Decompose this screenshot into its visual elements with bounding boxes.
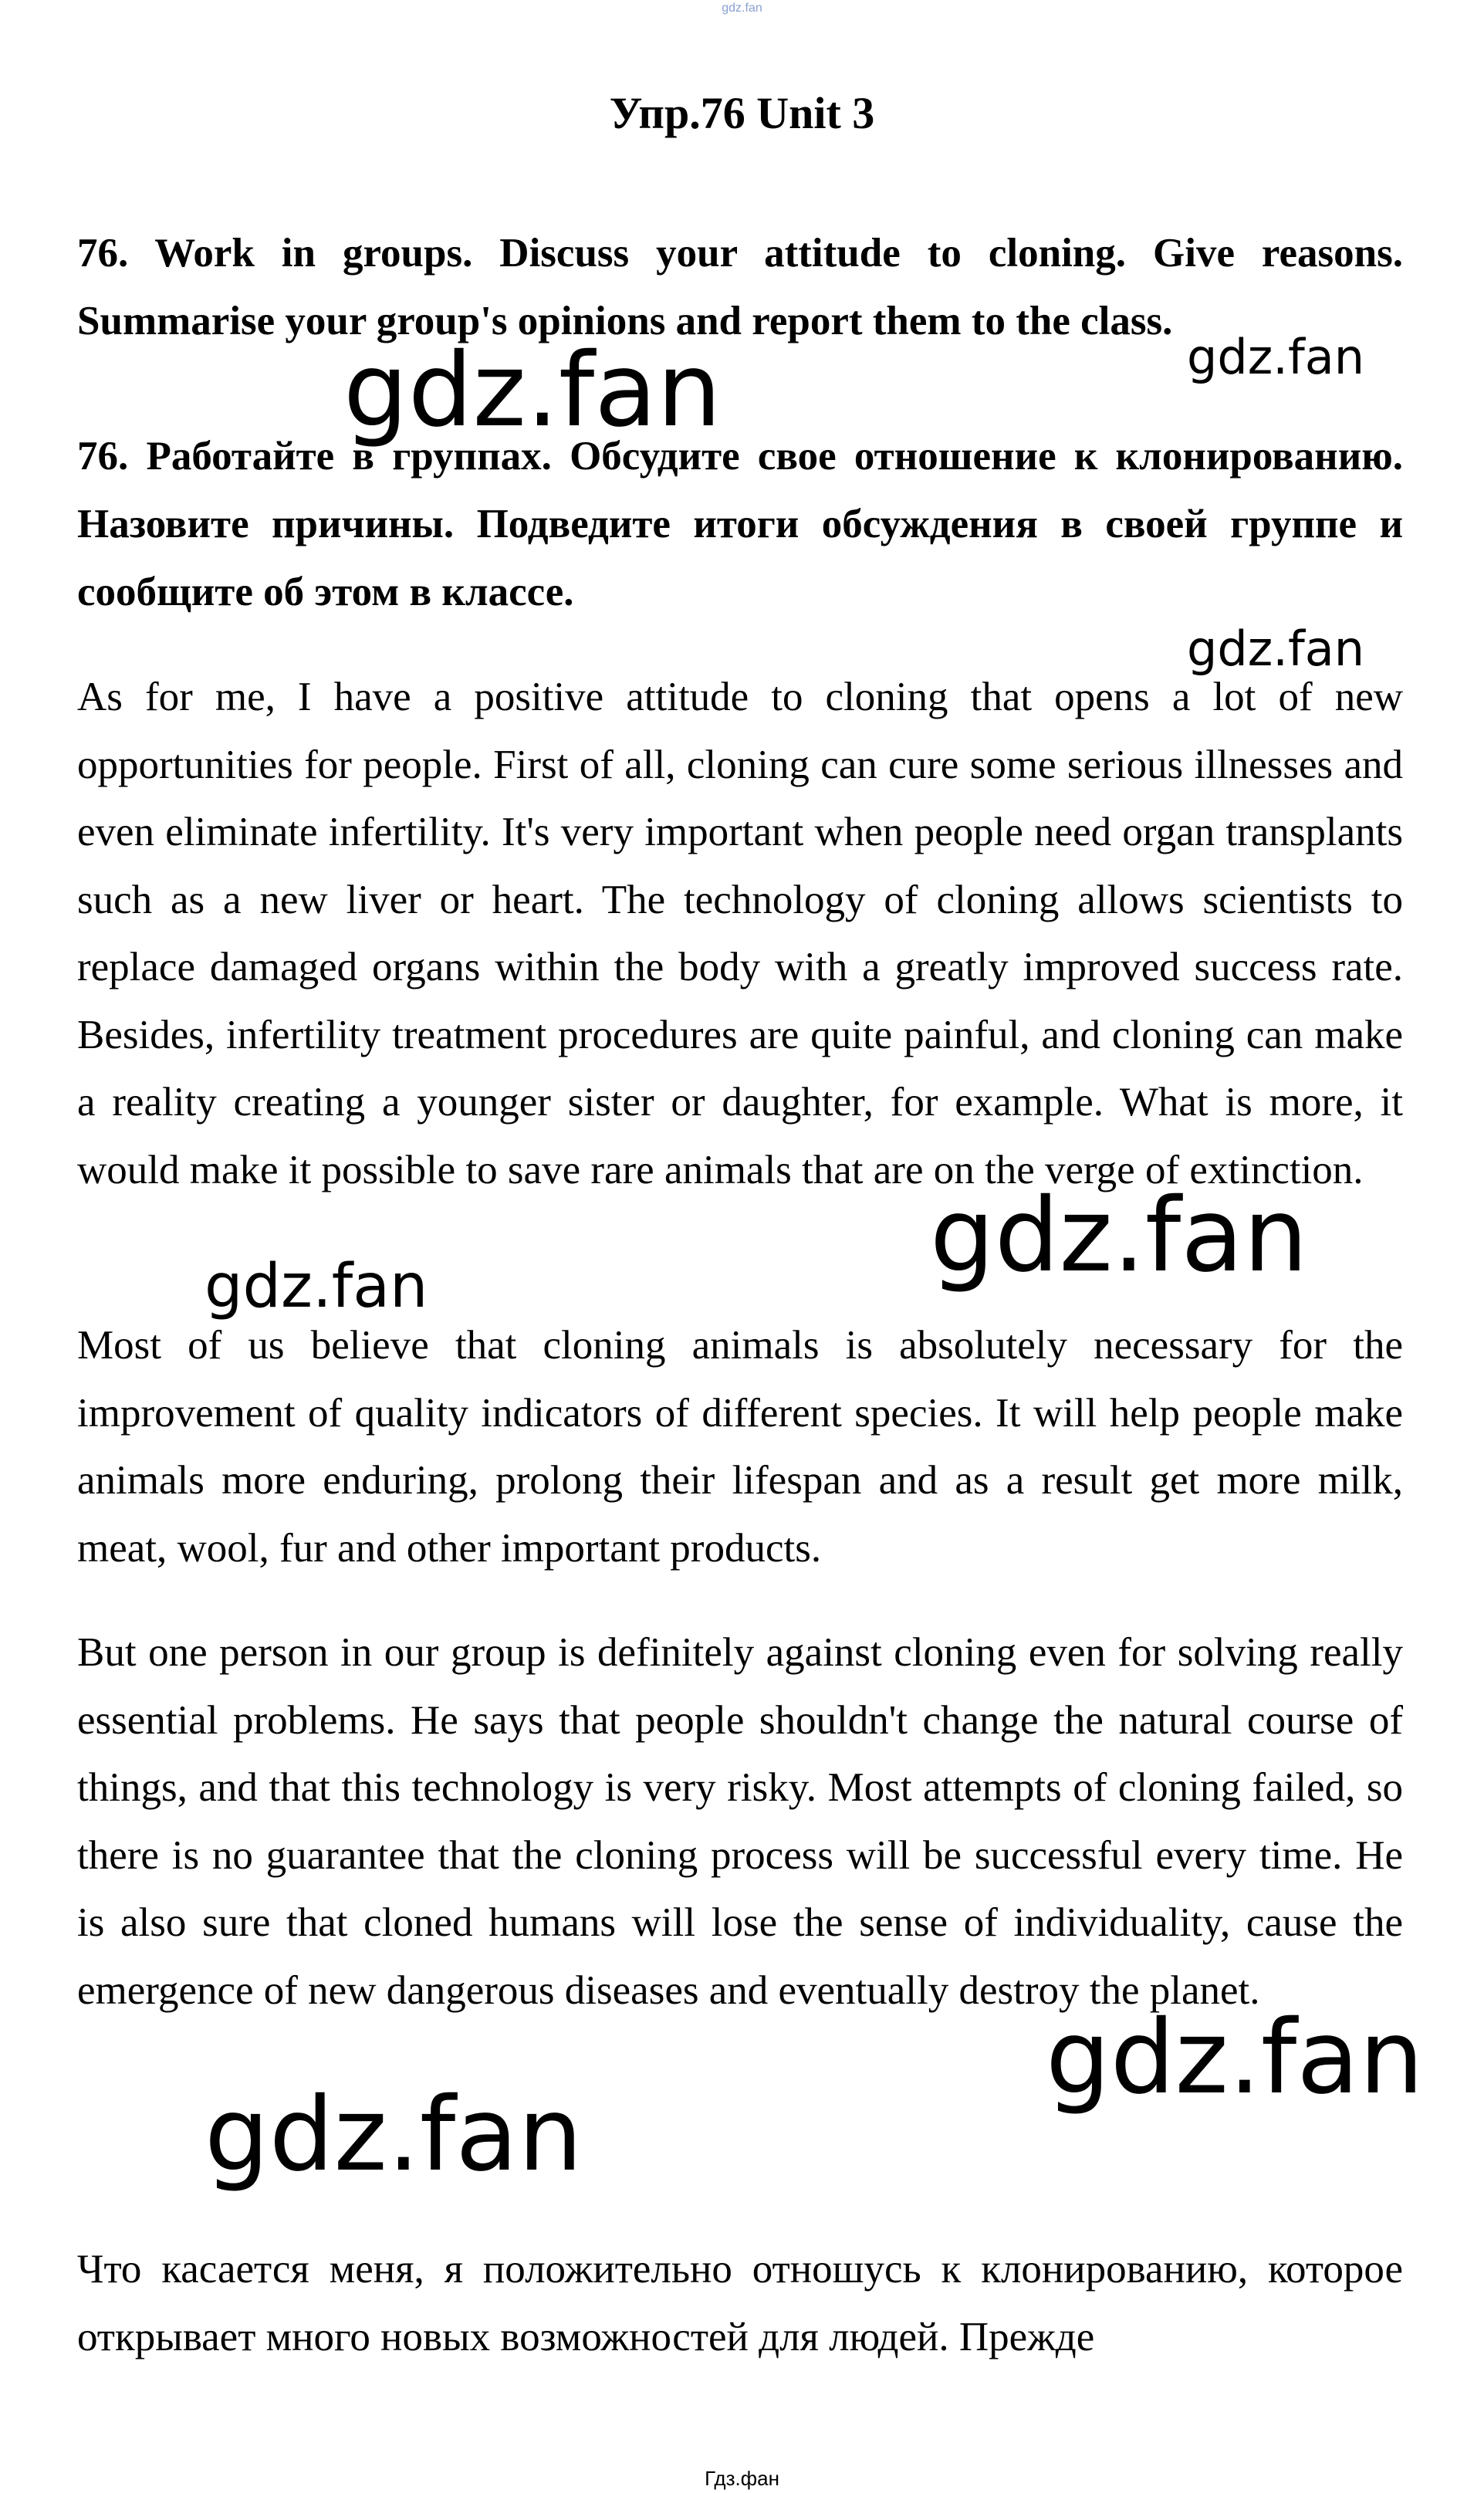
task-english: 76. Work in groups. Discuss your attitude to cloning. Give reasons. Summarise your group's opinions and report them to the class.: [77, 231, 1403, 343]
watermark: gdz.fan: [1187, 329, 1365, 385]
footer-text: Гдз.фан: [705, 2467, 779, 2490]
watermark: gdz.fan: [1046, 1998, 1424, 2117]
answer-paragraph-4-russian: Что касается меня, я положительно отношусь к клонированию, которое открывает много новых возможностей для людей. Прежде: [77, 2247, 1403, 2359]
answer-paragraph-1: As for me, I have a positive attitude to cloning that opens a lot of new opportunities for people. First of all, cloning can cure some serious illnesses and even eliminate infertility. It's very important when people need organ transplants such as a new liver or heart. The technology of cloning allows scientists to replace damaged organs within the body with a greatly improved success rate. Besides, infertility treatment procedures are quite painful, and cloning can make a reality creating a younger sister or daughter, for example. What is more, it would make it possible to save rare animals that are on the verge of extinction.: [77, 675, 1403, 1192]
task-russian: 76. Работайте в группах. Обсудите свое отношение к клонированию. Назовите причины. Подведите итоги обсуждения в своей группе и сообщите об этом в классе.: [77, 434, 1403, 614]
watermark: gdz.fan: [205, 2075, 583, 2194]
watermark: gdz.fan: [205, 1252, 428, 1321]
answer-paragraph-2: Most of us believe that cloning animals is absolutely necessary for the improvement of quality indicators of different species. It will help people make animals more enduring, prolong their lifespan and as a result get more milk, meat, wool, fur and other important products.: [77, 1323, 1403, 1571]
top-watermark: gdz.fan: [722, 2, 762, 15]
answer-paragraph-3: But one person in our group is definitely against cloning even for solving really essential problems. He says that people shouldn't change the natural course of things, and that this technology is very risky. Most attempts of cloning failed, so there is no guarantee that the cloning process will be successful every time. He is also sure that cloned humans will lose the sense of individuality, cause the emergence of new dangerous diseases and eventually destroy the planet.: [77, 1630, 1403, 2013]
page-title: Упр.76 Unit 3: [609, 88, 875, 138]
watermark: gdz.fan: [1187, 621, 1365, 677]
watermark: gdz.fan: [343, 331, 722, 450]
watermark: gdz.fan: [930, 1176, 1308, 1295]
